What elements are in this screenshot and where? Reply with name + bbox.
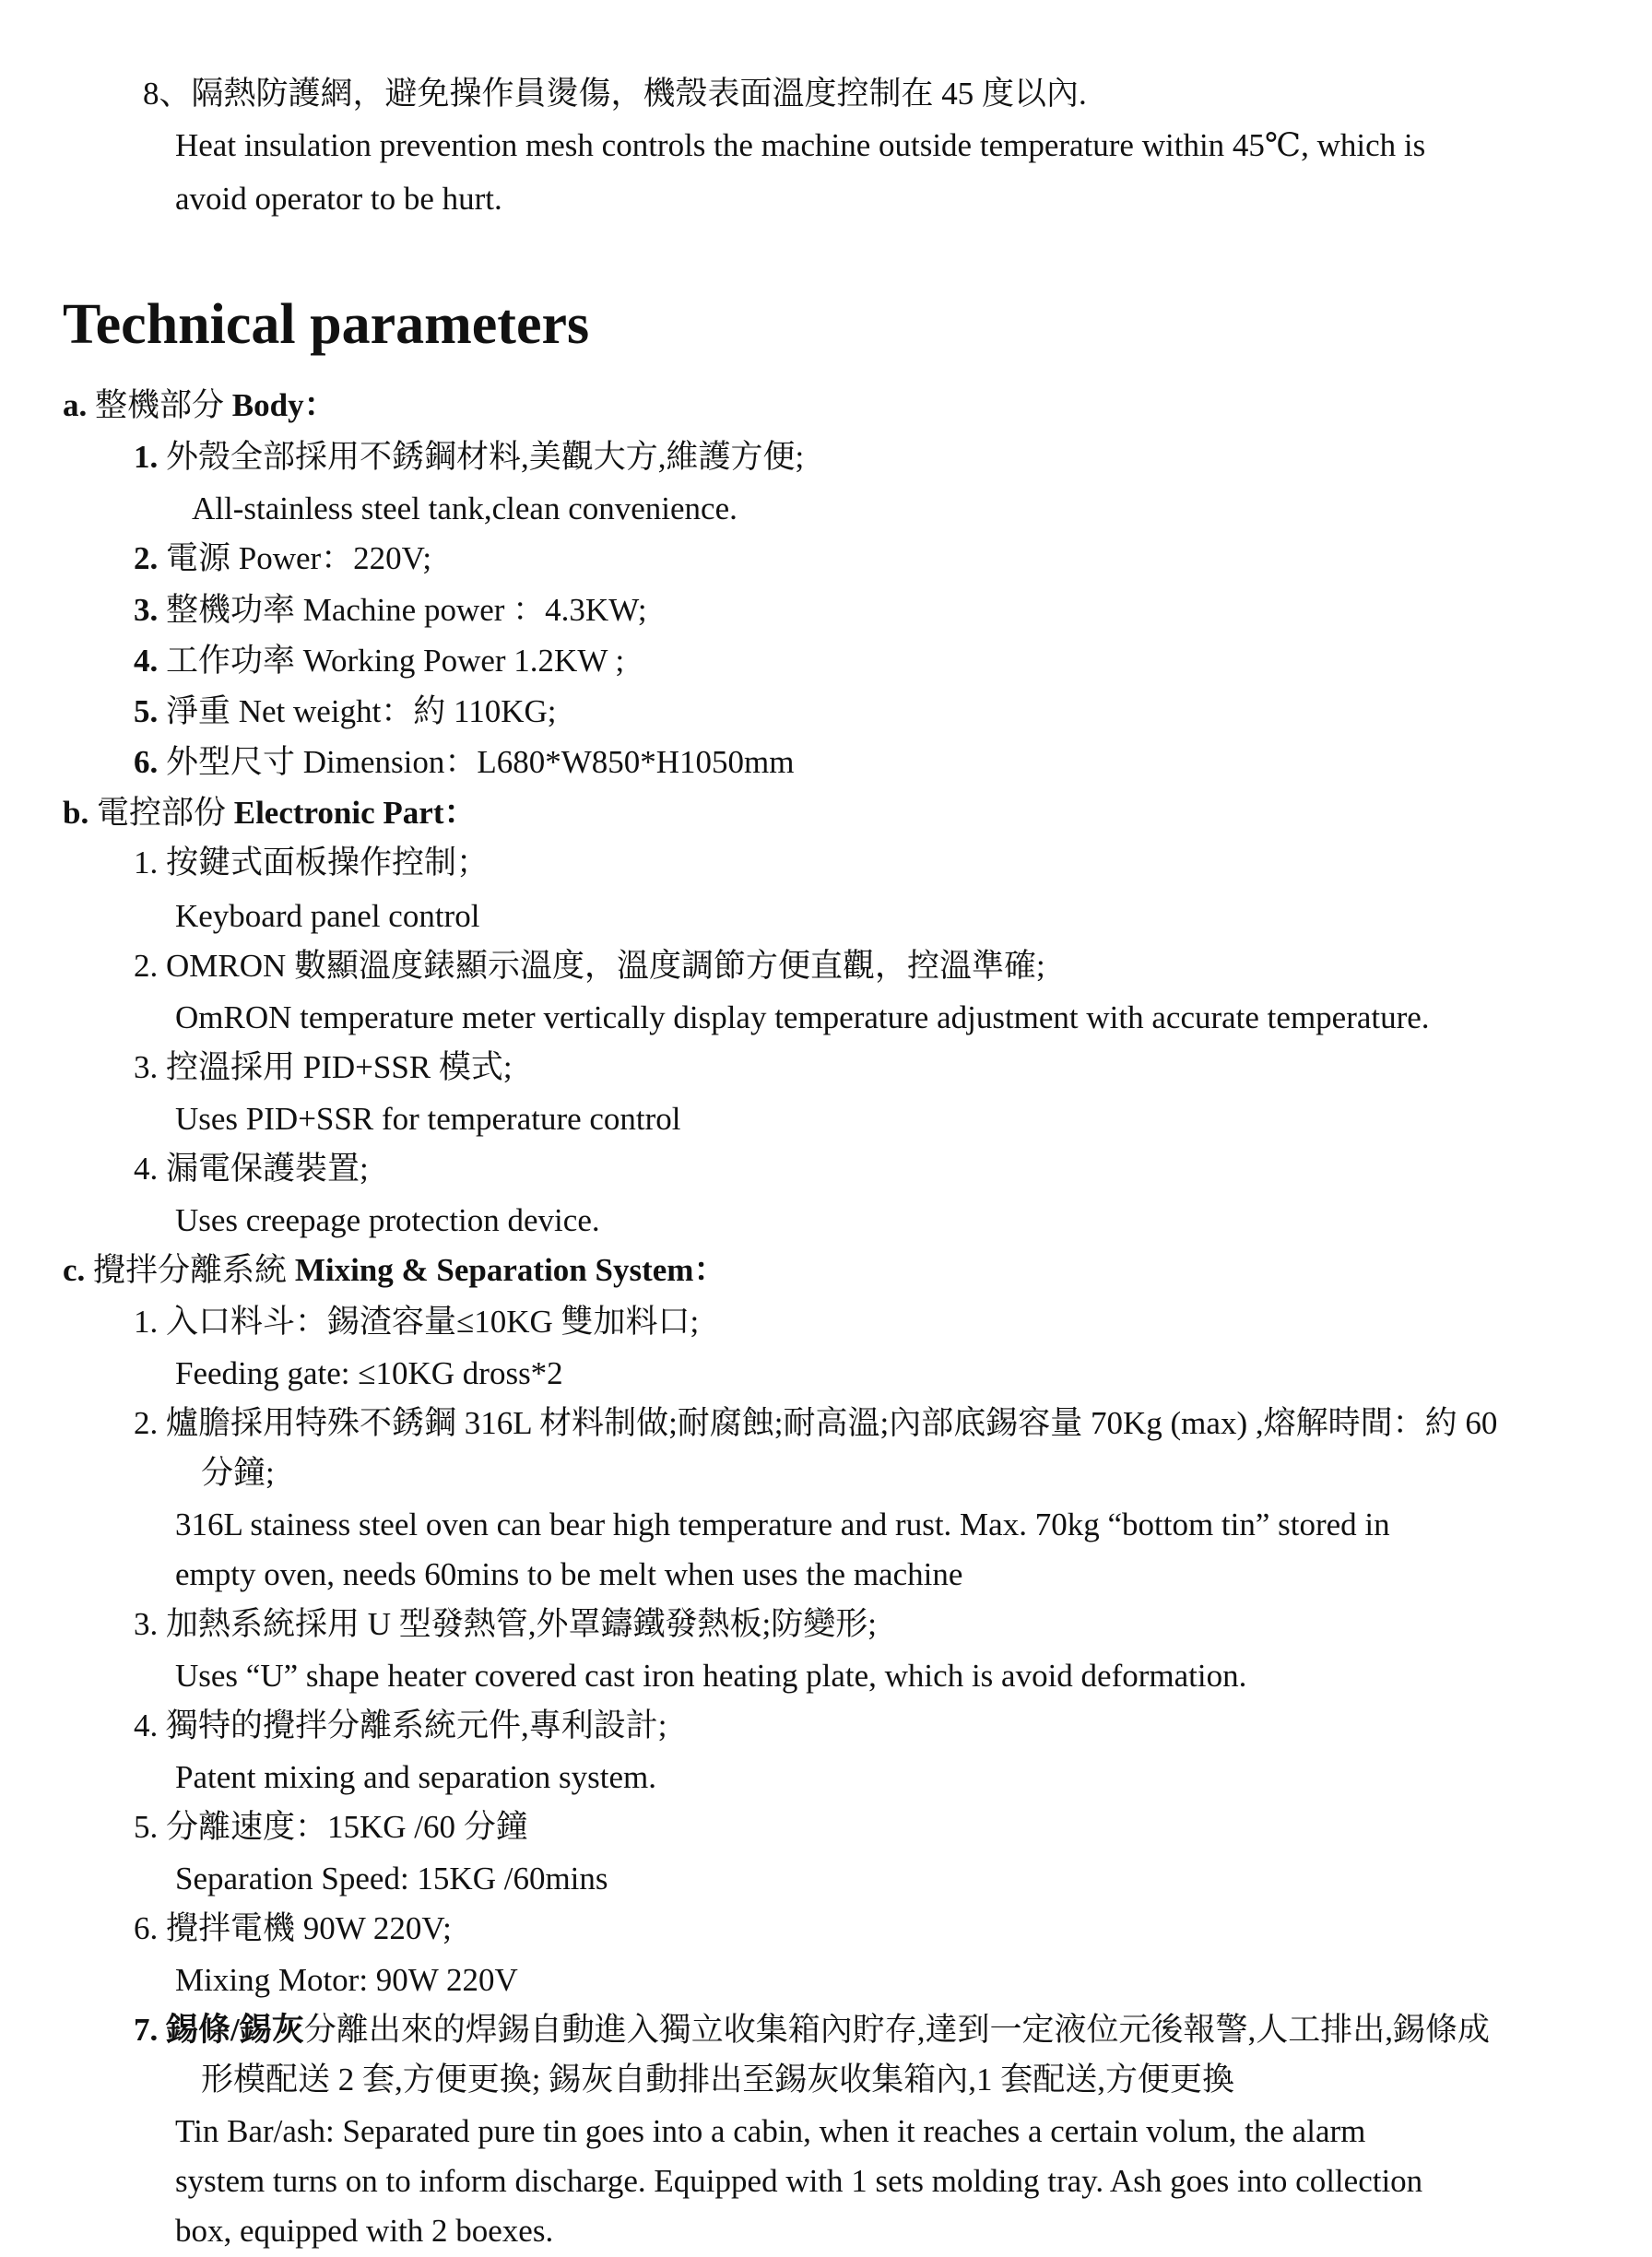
section-a-heading — [63, 385, 336, 426]
section-a-heading-zh: 整機部分 — [95, 387, 225, 423]
section-a-heading-en: Body： — [224, 387, 336, 423]
item-text-zh: 外型尺寸 Dimension：L680*W850*H1050mm — [158, 744, 795, 780]
intro-item8-zh: 8、隔熱防護網，避免操作員燙傷，機殼表面溫度控制在 45 度以內. — [143, 76, 1087, 112]
item-number: 5. — [134, 693, 159, 729]
section-c-item-6-en: Mixing Motor: 90W 220V — [175, 1962, 518, 1998]
section-c-item-4-en: Patent mixing and separation system. — [175, 1759, 656, 1795]
item-7-bold-label: 7. 錫條/錫灰 — [134, 2012, 304, 2048]
section-c-item-2-en-line1: 316L stainess steel oven can bear high temperature and rust. Max. 70kg “bottom tin” stored in — [175, 1507, 1390, 1542]
item-number: 4. — [134, 643, 159, 679]
section-a-item-1 — [134, 437, 804, 478]
section-a-item-5 — [134, 691, 557, 732]
section-a-item-1-en: All-stainless steel tank,clean convenience. — [192, 490, 738, 526]
section-c-item-3-en: Uses “U” shape heater covered cast iron heating plate, which is avoid deformation. — [175, 1658, 1247, 1694]
section-c-heading — [63, 1250, 726, 1291]
section-c-prefix: c. — [63, 1252, 94, 1288]
section-a-item-3 — [134, 590, 647, 631]
section-c-item-5-zh: 5. 分離速度：15KG /60 分鐘 — [134, 1809, 528, 1845]
section-c-item-5-en: Separation Speed: 15KG /60mins — [175, 1861, 608, 1897]
section-b-item-1-en: Keyboard panel control — [175, 898, 480, 934]
section-b-heading-en: Electronic Part： — [225, 795, 477, 831]
section-a-item-2 — [134, 538, 431, 579]
section-b-item-4-zh: 4. 漏電保護裝置; — [134, 1151, 369, 1187]
section-c-item-2-zh-cont: 分鐘; — [201, 1455, 275, 1491]
item-text-zh: 淨重 Net weight：約 110KG; — [158, 693, 557, 729]
section-a-prefix: a. — [63, 387, 95, 423]
section-a-item-4 — [134, 641, 624, 681]
intro-item8-en-line2: avoid operator to be hurt. — [175, 181, 502, 217]
item-text-zh: 整機功率 Machine power ：4.3KW; — [158, 592, 647, 628]
intro-item8-en-line1: Heat insulation prevention mesh controls the machine outside temperature within 45℃, which is — [175, 127, 1426, 163]
section-c-item-6-zh: 6. 攪拌電機 90W 220V; — [134, 1910, 452, 1946]
section-c-heading-zh: 攪拌分離系統 — [93, 1252, 288, 1288]
section-b-heading — [63, 793, 476, 833]
section-b-item-1-zh: 1. 按鍵式面板操作控制； — [134, 845, 490, 880]
item-number: 6. — [134, 744, 159, 780]
item-number: 3. — [134, 592, 159, 628]
section-c-item-7-en-line2: system turns on to inform discharge. Equipped with 1 sets molding tray. Ash goes into collection — [175, 2163, 1423, 2199]
item-text-zh: 外殼全部採用不銹鋼材料,美觀大方,維護方便; — [158, 439, 805, 475]
section-b-heading-zh: 電控部份 — [96, 795, 226, 831]
section-c-item-1-en: Feeding gate: ≤10KG dross*2 — [175, 1355, 563, 1391]
page-title: Technical parameters — [63, 293, 590, 356]
section-b-item-2-zh: 2. OMRON 數顯溫度錶顯示溫度，溫度調節方便直觀，控溫準確; — [134, 948, 1045, 984]
section-b-item-4-en: Uses creepage protection device. — [175, 1202, 600, 1238]
item-text-zh: 電源 Power：220V; — [158, 540, 432, 576]
section-a-item-6 — [134, 742, 795, 783]
section-c-item-7-en-line1: Tin Bar/ash: Separated pure tin goes into a cabin, when it reaches a certain volum, the alarm — [175, 2113, 1366, 2149]
section-c-item-7-zh — [134, 2010, 1490, 2050]
item-7-text-zh: 分離出來的焊錫自動進入獨立收集箱內貯存,達到一定液位元後報警,人工排出,錫條成 — [303, 2012, 1490, 2048]
section-c-item-2-zh: 2. 爐膽採用特殊不銹鋼 316L 材料制做;耐腐蝕;耐高溫;內部底錫容量 70Kg (max) ,熔解時間：約 60 — [134, 1405, 1498, 1441]
item-number: 2. — [134, 540, 159, 576]
section-b-prefix: b. — [63, 795, 97, 831]
section-c-item-7-en-line3: box, equipped with 2 boexes. — [175, 2213, 554, 2249]
section-c-item-4-zh: 4. 獨特的攪拌分離系統元件,專利設計; — [134, 1708, 667, 1743]
section-b-item-3-en: Uses PID+SSR for temperature control — [175, 1101, 681, 1137]
section-c-item-7-zh-cont: 形模配送 2 套,方便更換; 錫灰自動排出至錫灰收集箱內,1 套配送,方便更換 — [201, 2062, 1234, 2097]
section-c-item-1-zh: 1. 入口料斗：錫渣容量≤10KG 雙加料口; — [134, 1304, 700, 1340]
section-c-item-2-en-line2: empty oven, needs 60mins to be melt when uses the machine — [175, 1556, 963, 1592]
section-b-item-3-zh: 3. 控溫採用 PID+SSR 模式; — [134, 1049, 513, 1085]
section-c-item-3-zh: 3. 加熱系統採用 U 型發熱管,外罩鑄鐵發熱板;防變形; — [134, 1606, 877, 1642]
item-number: 1. — [134, 439, 159, 475]
section-c-heading-en: Mixing & Separation System： — [287, 1252, 726, 1288]
item-text-zh: 工作功率 Working Power 1.2KW ; — [158, 643, 625, 679]
section-b-item-2-en: OmRON temperature meter vertically display temperature adjustment with accurate temperature. — [175, 999, 1430, 1035]
